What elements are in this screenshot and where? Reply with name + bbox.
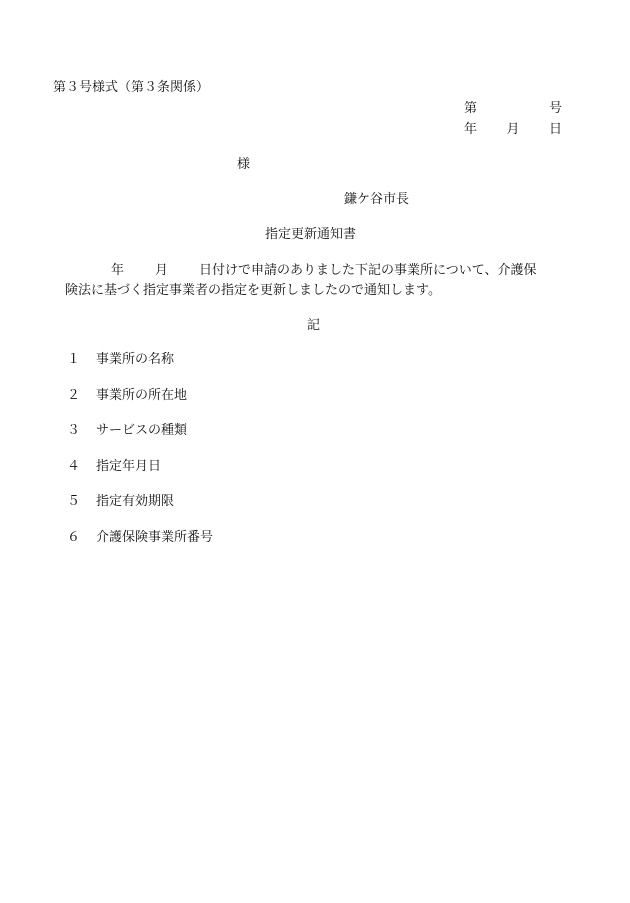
item-list — [67, 352, 213, 565]
sender: 鎌ケ谷市長 — [344, 192, 410, 207]
list-item — [67, 530, 213, 566]
item-label: 指定有効期限 — [96, 494, 175, 509]
document-date — [464, 122, 562, 138]
document-number-suffix: 号 — [548, 101, 562, 116]
body-line-2: 険法に基づく指定事業者の指定を更新しましたので通知します。 — [65, 283, 441, 298]
document-number — [464, 101, 562, 117]
item-number: １ — [67, 352, 81, 367]
list-item — [67, 388, 213, 424]
date-day: 日 — [548, 122, 562, 137]
item-label: 事業所の所在地 — [96, 387, 188, 403]
list-item — [67, 352, 213, 388]
item-label: サービスの種類 — [96, 423, 188, 438]
date-year: 年 — [464, 122, 478, 137]
list-item — [67, 423, 213, 459]
item-label: 介護保険事業所番号 — [96, 529, 214, 545]
body-line-1 — [111, 263, 537, 279]
ki-heading: 記 — [307, 318, 321, 333]
item-label: 指定年月日 — [96, 458, 162, 474]
body-month: 月 — [155, 263, 169, 278]
document-title: 指定更新通知書 — [265, 227, 357, 242]
date-month: 月 — [506, 122, 520, 137]
list-item — [67, 494, 213, 530]
item-number: ６ — [67, 529, 81, 545]
item-number: ３ — [67, 423, 81, 438]
item-number: ２ — [67, 387, 81, 403]
item-label: 事業所の名称 — [96, 352, 175, 367]
list-item — [67, 459, 213, 495]
item-number: ５ — [67, 494, 81, 509]
document-number-prefix: 第 — [464, 101, 478, 116]
body-year: 年 — [111, 263, 125, 278]
addressee: 様 — [237, 157, 251, 172]
item-number: ４ — [67, 458, 81, 474]
body-line-1-text: 日付けで申請のありました下記の事業所について、介護保 — [199, 263, 537, 278]
form-label: 第３号様式（第３条関係） — [53, 80, 210, 95]
